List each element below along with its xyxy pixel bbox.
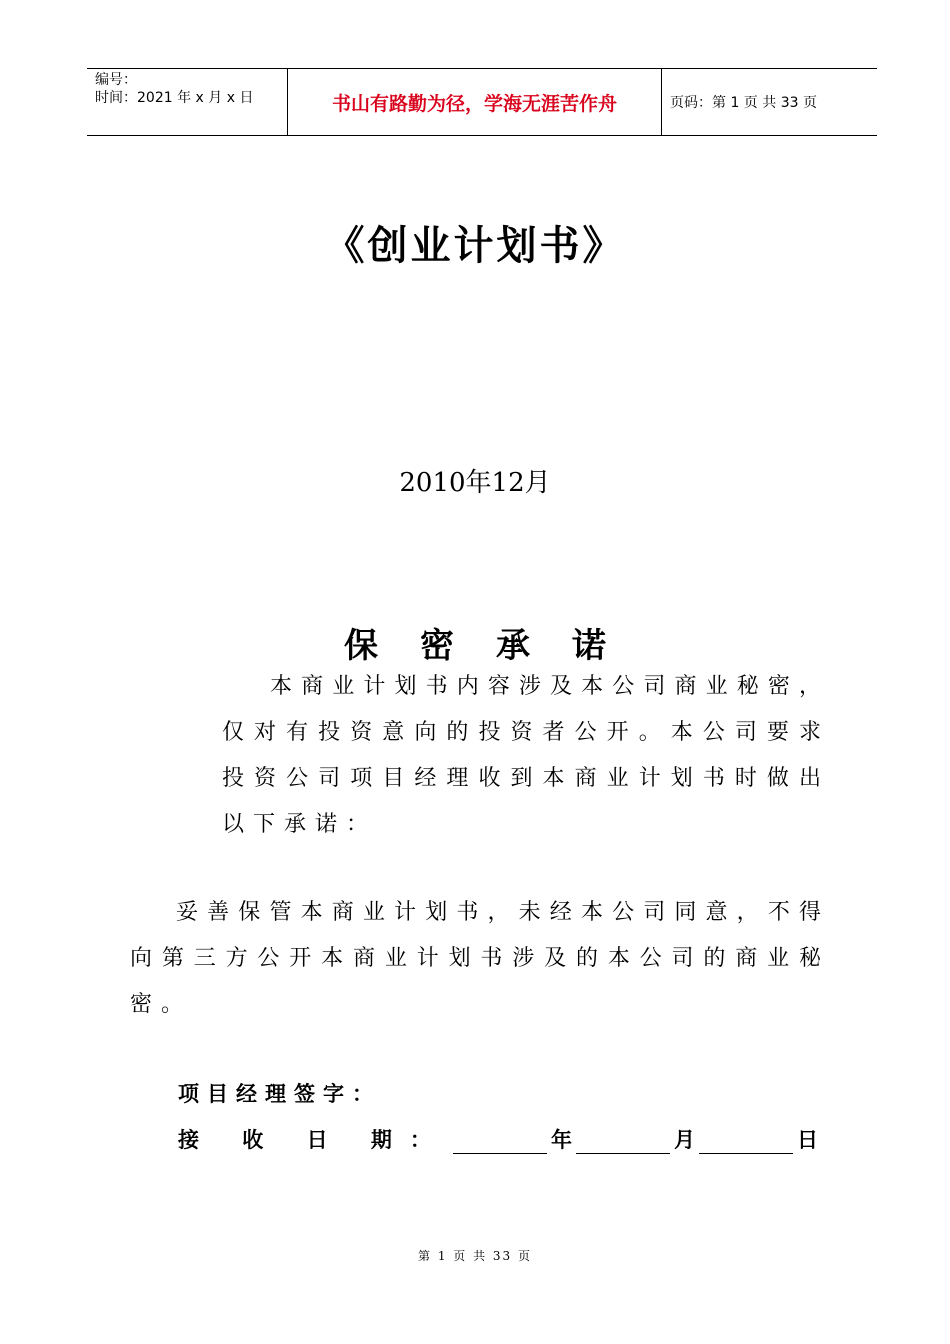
month-blank[interactable] [576, 1131, 670, 1154]
confidentiality-paragraph: 本商业计划书内容涉及本公司商业秘密，仅对有投资意向的投资者公开。本公司要求投资公司项目经理收到本商业计划书时做出以下承诺： [222, 674, 830, 837]
page-header [87, 68, 877, 136]
month-unit: 月 [673, 1128, 695, 1152]
receive-date-row [178, 1124, 818, 1154]
commitment-paragraph: 妥善保管本商业计划书，未经本公司同意，不得向第三方公开本商业计划书涉及的本公司的商业秘密。 [130, 900, 830, 1017]
page-footer: 第 1 页 共 33 页 [418, 1249, 532, 1263]
confidentiality-title: 保密承诺 [344, 626, 648, 666]
day-blank[interactable] [699, 1131, 793, 1154]
header-meta [87, 69, 288, 135]
year-blank[interactable] [453, 1131, 547, 1154]
signature-label: 项目经理签字： [178, 1082, 381, 1106]
year-unit: 年 [550, 1128, 572, 1152]
document-date: 2010年12月 [399, 468, 551, 498]
number-label: 编号： [95, 72, 137, 88]
document-title: 《创业计划书》 [324, 223, 626, 269]
time-label: 时间：2021 年 x 月 x 日 [95, 90, 254, 106]
receive-date-label: 接 收 日 期： [178, 1128, 449, 1152]
day-unit: 日 [796, 1128, 818, 1152]
header-page-info: 页码：第 1 页 共 33 页 [670, 95, 817, 111]
header-motto: 书山有路勤为径，学海无涯苦作舟 [288, 69, 662, 135]
